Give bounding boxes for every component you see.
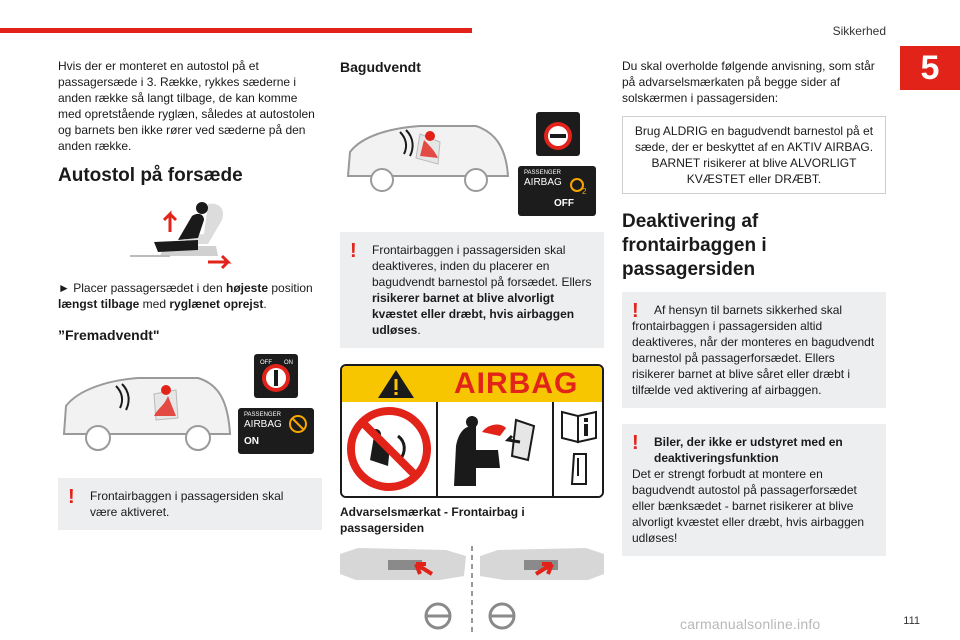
- switch-off-text: OFF: [260, 360, 272, 366]
- switch-on-text: ON: [284, 360, 293, 366]
- forward-facing-illustration: [58, 354, 322, 462]
- airbag-switch-key-icon: [254, 354, 298, 398]
- warning-exclamation-icon: !: [632, 432, 639, 454]
- airbag-label-header: [342, 366, 602, 402]
- page-number: 111: [903, 615, 920, 627]
- warning-exclamation-icon: !: [68, 486, 75, 508]
- steering-wheel-icon: [426, 604, 514, 628]
- airbag-label-panels: [342, 402, 602, 498]
- airbag-label-title: AIRBAG: [454, 367, 579, 400]
- passenger-airbag-off-indicator-icon: PASSENGER AIRBAG OFF 2: [518, 166, 596, 216]
- header-accent-bar: [0, 28, 472, 33]
- step-arrow-icon: ►: [58, 281, 70, 295]
- sun-visor-label-icon: [340, 546, 604, 640]
- heading-deactivation: Deaktivering af frontairbaggen i passagersiden: [622, 211, 767, 280]
- section-title: Sikkerhed: [832, 24, 886, 38]
- watermark: carmanualsonline.info: [680, 616, 821, 632]
- warning-exclamation-icon: !: [350, 240, 357, 262]
- intro-paragraph: Hvis der er monteret en autostol på et passagersæde i 3. Række, rykkes sæderne i anden række så langt tilbage, de kan komme med opretstående ryglæn, således at autostolen og barnets ben ikke rører ved sæderne på den anden række.: [58, 59, 315, 153]
- column-2: [340, 58, 604, 640]
- sun-visor-illustration: [340, 546, 604, 640]
- manual-book-icon: [556, 406, 604, 492]
- warning-no-deactivation-function: ! Biler, der ikke er udstyret med en deaktiveringsfunktion Det er strengt forbudt at montere en bagudvendt autostol på passagerforsædet eller bænksædet - barnet risikerer at blive alvorligt kvæstet eller dræbt, hvis airbaggen udløses!: [622, 424, 886, 556]
- warning-triangle-icon: [376, 368, 416, 400]
- chapter-badge: 5: [900, 46, 960, 90]
- airbag-switch-key-icon-2: [536, 112, 580, 156]
- subheading-rearward-facing: Bagudvendt: [340, 59, 421, 75]
- heading-front-seat: Autostol på forsæde: [58, 165, 243, 186]
- airbag-label-caption: Advarselsmærkat - Frontairbag i passagersiden: [340, 505, 525, 535]
- airbag-warning-label: [340, 364, 604, 498]
- airbag-deploy-icon: [442, 406, 542, 492]
- visor-instruction-intro: Du skal overholde følgende anvisning, som står på advarselsmærkaten på begge sider af solskærmen i passagersiden:: [622, 59, 875, 105]
- warning-deactivation: ! Af hensyn til barnets sikkerhed skal frontairbaggen i passagersiden altid deaktiveres, når der monteres en bagudvendt barnestol på passagerforsædet. Ellers risikerer barnet at blive såret eller dræbt i tilfælde ved aktivering af airbaggen.: [622, 292, 886, 408]
- subheading-forward-facing: ”Fremadvendt": [58, 327, 160, 343]
- column-3: [622, 58, 886, 572]
- warning-rearward-facing: ! Frontairbaggen i passagersiden skal deaktiveres, inden du placerer en bagudvendt barnestol på forsædet. Ellers risikerer barnet at blive alvorligt kvæstet eller dræbt, hvis airbaggen udløses.: [340, 232, 604, 348]
- seat-adjust-icon: [58, 198, 322, 270]
- warning-exclamation-icon: !: [632, 300, 639, 322]
- rearward-facing-illustration: [340, 86, 604, 209]
- car-side-forward-child-seat-icon: [58, 354, 238, 462]
- no-rearward-seat-icon: [346, 406, 432, 492]
- column-1: [58, 58, 322, 546]
- seat-step: ► Placer passagersædet i den højeste position længst tilbage med ryglænet oprejst.: [58, 281, 313, 311]
- seat-adjust-illustration: [58, 198, 322, 270]
- svg-text:2: 2: [582, 187, 587, 196]
- car-side-rearward-child-seat-icon: [344, 106, 516, 206]
- passenger-airbag-on-indicator-icon: PASSENGER AIRBAG ON: [238, 408, 314, 454]
- warning-forward-facing: ! Frontairbaggen i passagersiden skal være aktiveret.: [58, 478, 322, 530]
- visor-label-notice: Brug ALDRIG en bagudvendt barnestol på et sæde, der er beskyttet af en AKTIV AIRBAG. BARNET risikerer at blive ALVORLIGT KVÆSTET eller DRÆBT.: [622, 116, 886, 194]
